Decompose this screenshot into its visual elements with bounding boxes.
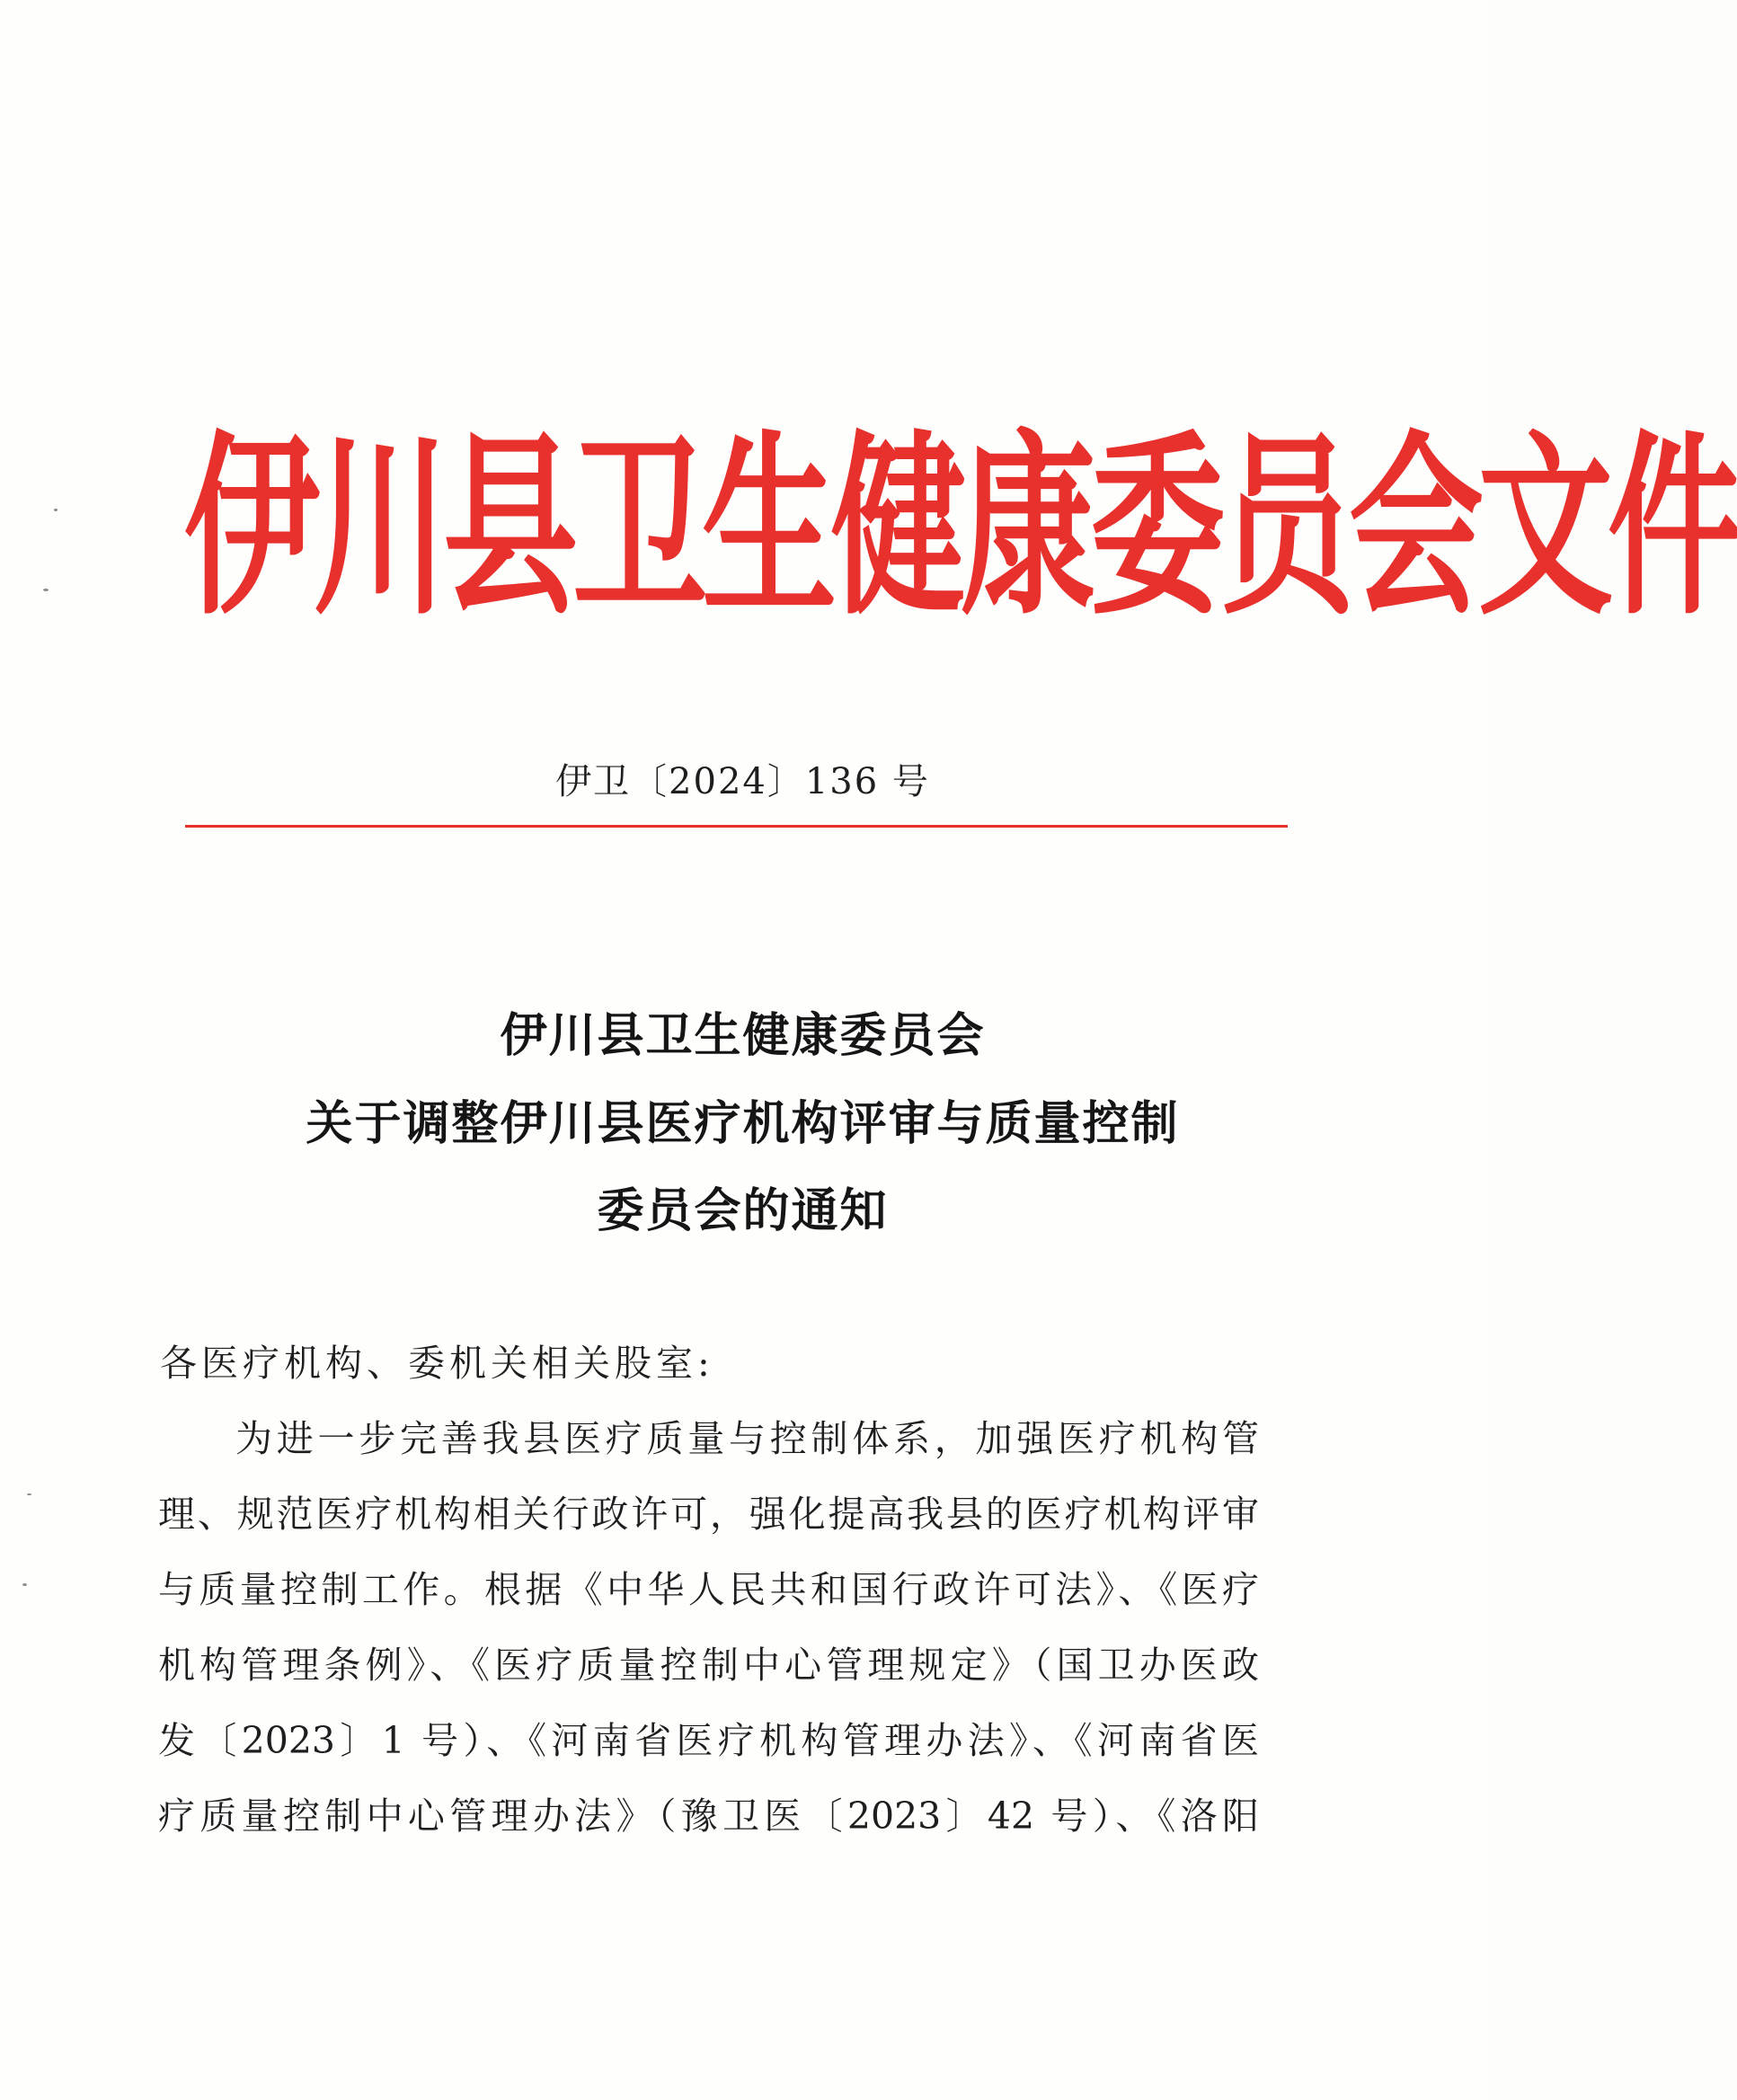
scan-speck bbox=[43, 589, 49, 591]
body-line-5: 发〔2023〕1 号）、《河南省医疗机构管理办法》、《河南省医 bbox=[158, 1719, 1259, 1762]
scan-speck bbox=[27, 1493, 31, 1495]
red-divider-line bbox=[185, 825, 1288, 828]
document-number: 伊卫〔2024〕136 号 bbox=[555, 761, 930, 802]
scan-speck bbox=[54, 509, 58, 511]
salutation: 各医疗机构、委机关相关股室: bbox=[160, 1342, 714, 1385]
body-line-2: 理、规范医疗机构相关行政许可，强化提高我县的医疗机构评审 bbox=[158, 1493, 1259, 1536]
body-line-4: 机构管理条例》、《医疗质量控制中心管理规定》（国卫办医政 bbox=[158, 1644, 1259, 1687]
notice-title-line-1: 伊川县卫生健康委员会 bbox=[500, 1008, 986, 1063]
notice-title-line-3: 委员会的通知 bbox=[597, 1183, 889, 1238]
body-line-3: 与质量控制工作。根据《中华人民共和国行政许可法》、《医疗 bbox=[158, 1568, 1259, 1611]
scan-speck bbox=[22, 1583, 27, 1586]
masthead-title: 伊川县卫生健康委员会文件 bbox=[184, 412, 1737, 642]
notice-title-line-2: 关于调整伊川县医疗机构评审与质量控制 bbox=[306, 1096, 1180, 1151]
body-line-1: 为进一步完善我县医疗质量与控制体系，加强医疗机构管 bbox=[235, 1417, 1259, 1460]
body-line-6: 疗质量控制中心管理办法》（豫卫医〔2023〕42 号）、《洛阳 bbox=[158, 1794, 1259, 1838]
